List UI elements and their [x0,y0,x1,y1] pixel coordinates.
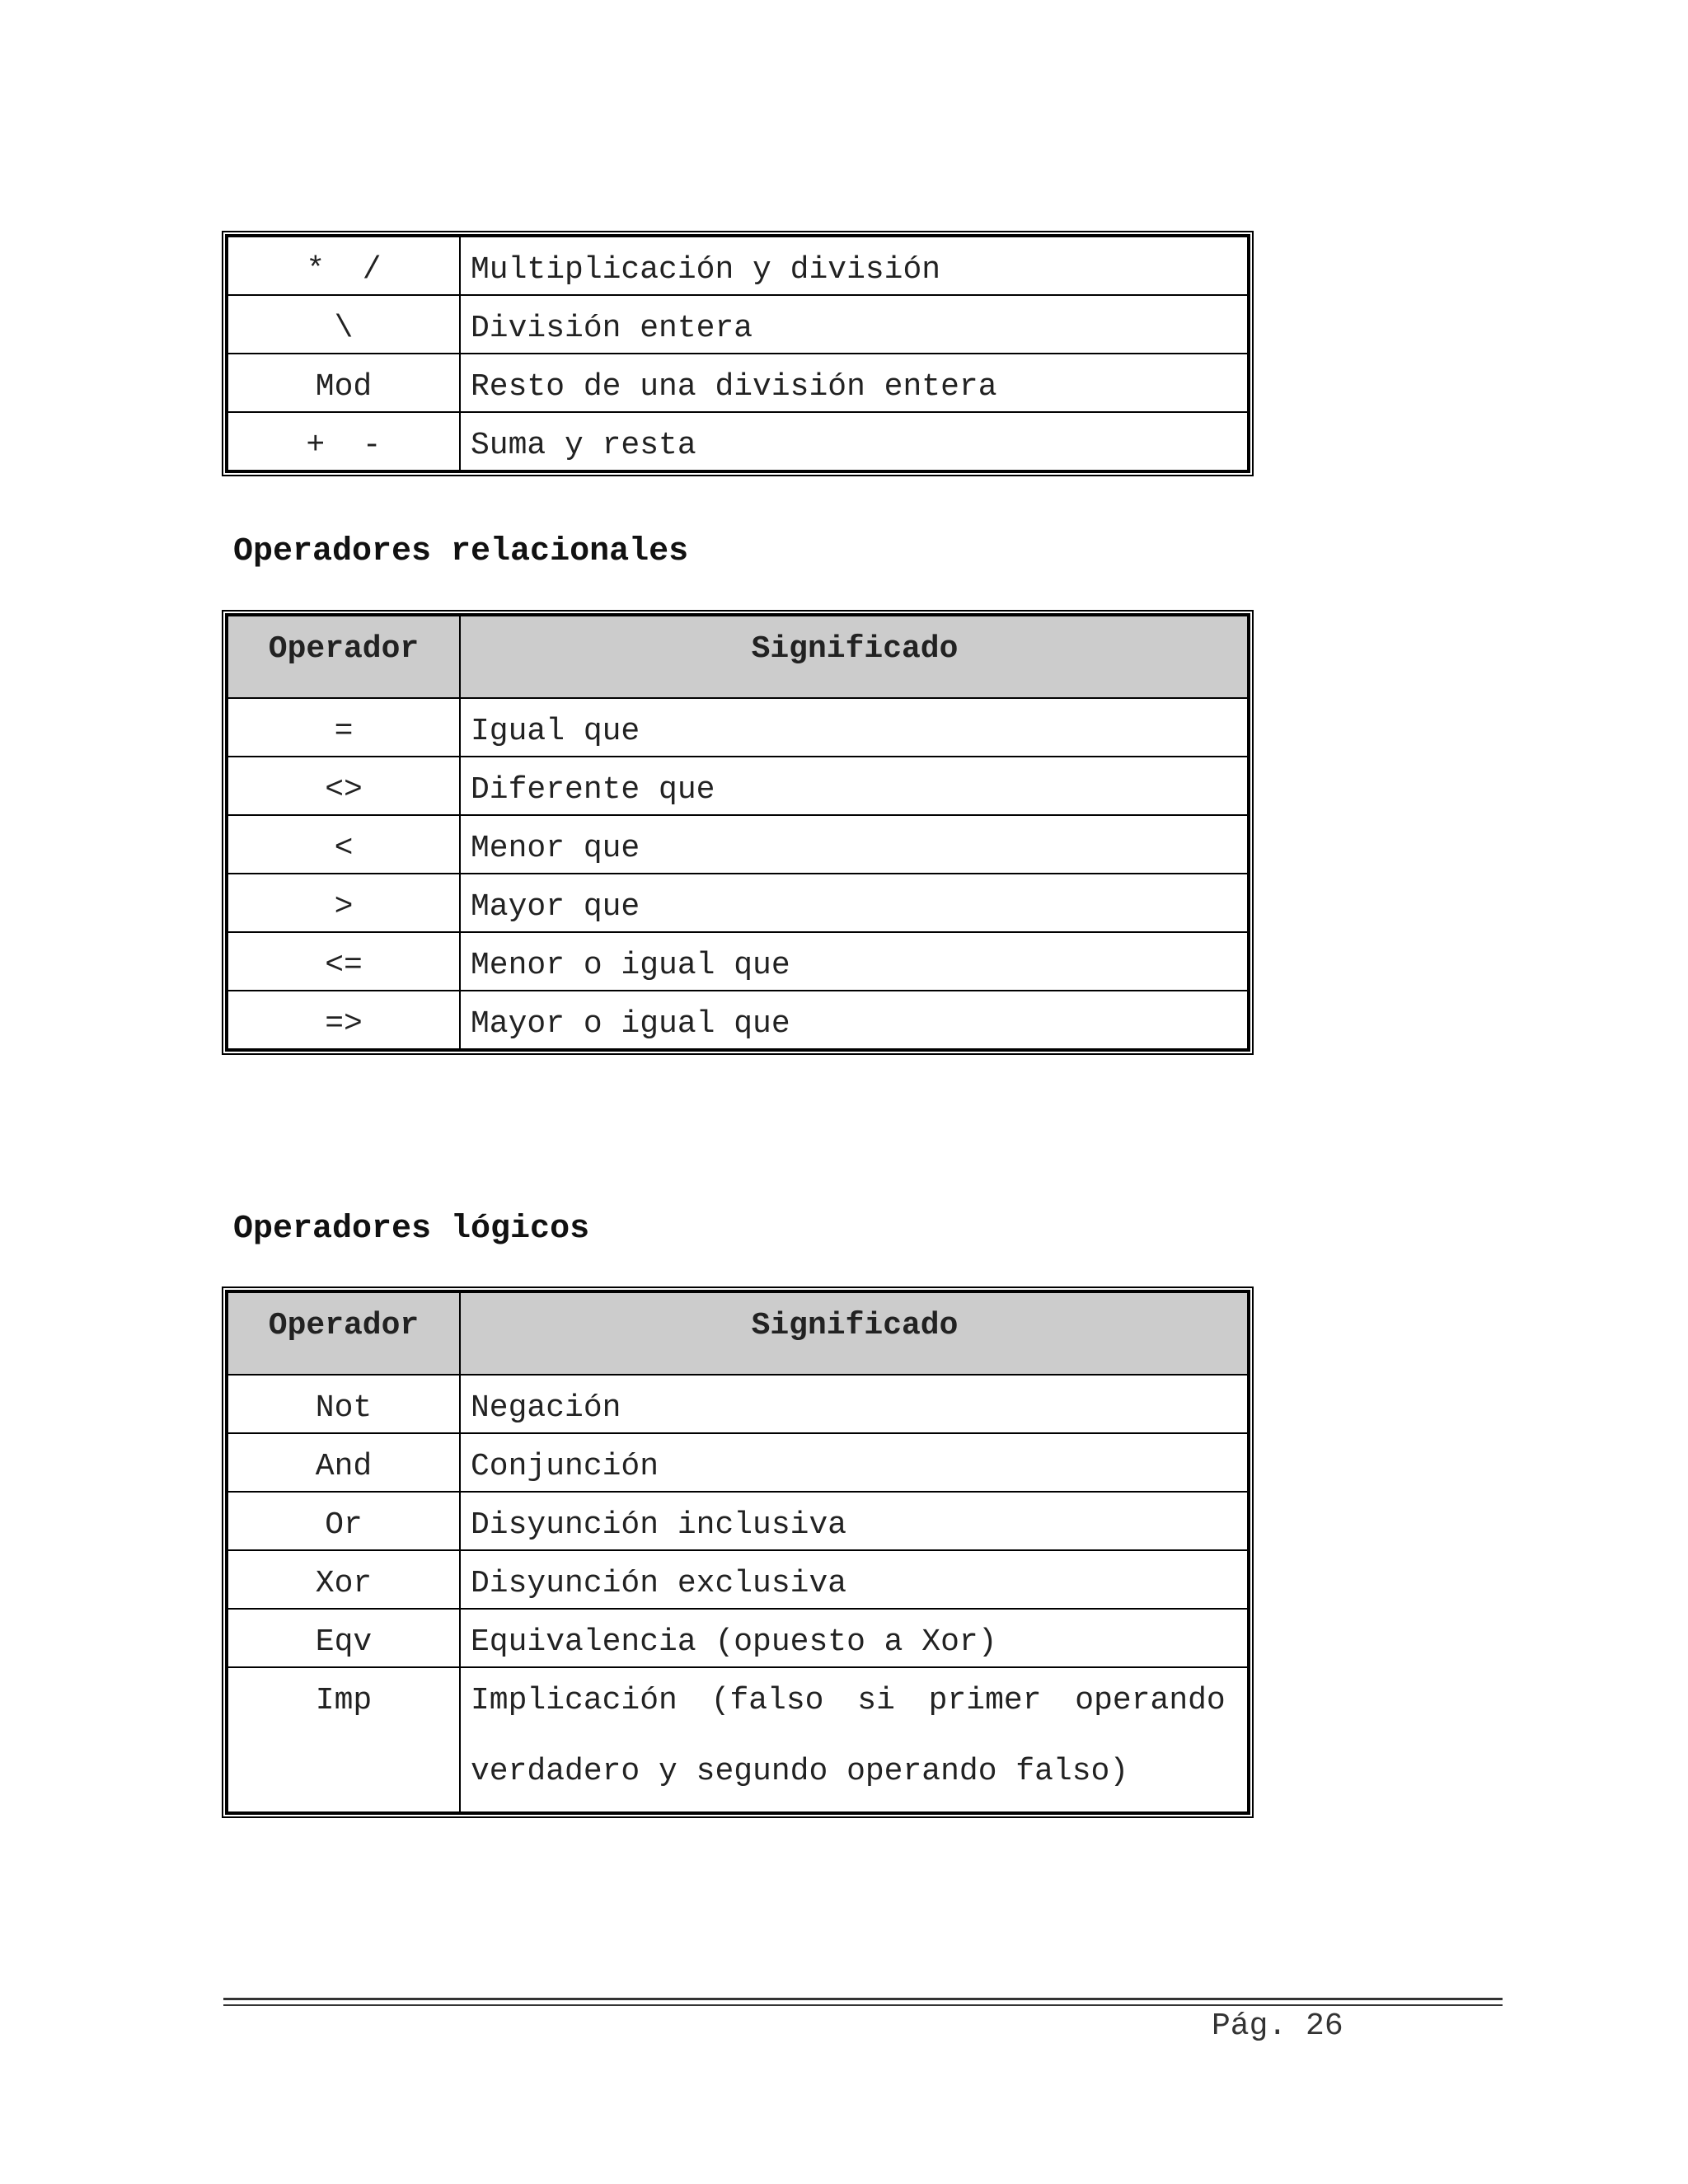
meaning-cell: Diferente que [460,757,1248,815]
meaning-cell: Menor o igual que [460,932,1248,991]
table-header-row [227,616,1248,698]
operator-cell: Imp [227,1667,460,1812]
relational-operators-table [222,610,1254,1055]
operator-cell: = [227,698,460,757]
header-meaning: Significado [460,1292,1248,1375]
table-row [227,1433,1248,1492]
meaning-cell: Menor que [460,815,1248,874]
table-row [227,1375,1248,1433]
table-header-row [227,1292,1248,1375]
operator-cell: <= [227,932,460,991]
meaning-cell: Disyunción inclusiva [460,1492,1248,1550]
meaning-cell: División entera [460,295,1248,354]
operator-cell: < [227,815,460,874]
table-row [227,1550,1248,1609]
operator-cell: Xor [227,1550,460,1609]
table-row [227,698,1248,757]
table-row [227,932,1248,991]
table-row [227,412,1248,471]
table-row [227,757,1248,815]
section-heading-logical: Operadores lógicos [233,1211,590,1248]
table-row [227,354,1248,412]
operator-cell: > [227,874,460,932]
meaning-cell: Equivalencia (opuesto a Xor) [460,1609,1248,1667]
page-number: Pág. 26 [1212,2008,1343,2044]
section-heading-relational: Operadores relacionales [233,533,689,570]
header-meaning: Significado [460,616,1248,698]
meaning-cell: Igual que [460,698,1248,757]
header-operator: Operador [227,1292,460,1375]
meaning-line-2: verdadero y segundo operando falso) [471,1754,1129,1789]
operator-cell: \ [227,295,460,354]
meaning-cell: Disyunción exclusiva [460,1550,1248,1609]
operator-cell: Not [227,1375,460,1433]
meaning-cell: Mayor que [460,874,1248,932]
meaning-cell [460,1667,1248,1812]
table-row [227,815,1248,874]
footer-rule [223,1998,1503,2000]
table-row [227,237,1248,295]
meaning-cell: Multiplicación y división [460,237,1248,295]
footer-rule-inner [223,2004,1503,2006]
meaning-cell: Suma y resta [460,412,1248,471]
operator-cell: * / [227,237,460,295]
arithmetic-operators-table [222,231,1254,476]
meaning-cell: Resto de una división entera [460,354,1248,412]
table-row [227,991,1248,1049]
meaning-line-1: Implicación (falso si primer operando [471,1683,1226,1718]
operator-cell: => [227,991,460,1049]
meaning-cell: Conjunción [460,1433,1248,1492]
operator-cell: Or [227,1492,460,1550]
meaning-cell: Mayor o igual que [460,991,1248,1049]
operator-cell: And [227,1433,460,1492]
logical-operators-table [222,1286,1254,1818]
table-row [227,1492,1248,1550]
operator-cell: + - [227,412,460,471]
table-row [227,874,1248,932]
table-row [227,295,1248,354]
operator-cell: <> [227,757,460,815]
operator-cell: Eqv [227,1609,460,1667]
header-operator: Operador [227,616,460,698]
table-row [227,1667,1248,1812]
meaning-cell: Negación [460,1375,1248,1433]
operator-cell: Mod [227,354,460,412]
table-row [227,1609,1248,1667]
